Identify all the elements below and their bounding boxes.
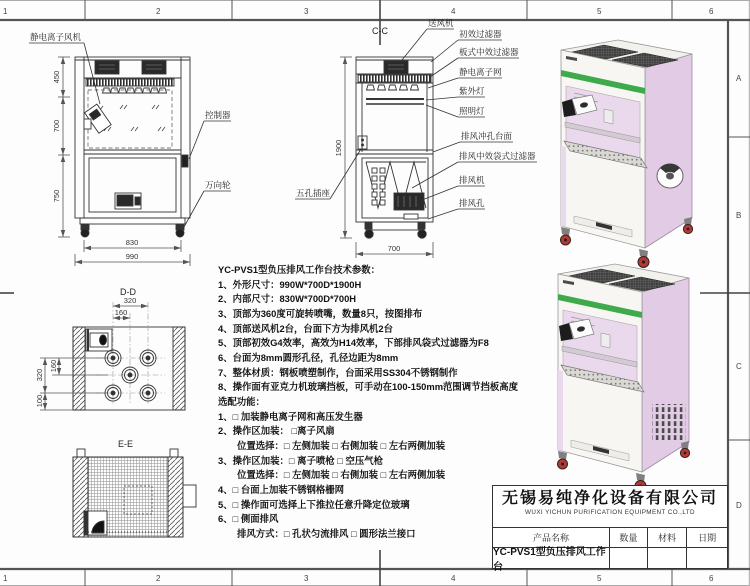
exhaust-fan [394,193,424,210]
front-grille-bar [86,79,174,86]
column-number: 1 [3,574,8,583]
col-date: 日期 [698,533,717,543]
spec-item: 5、顶部初效G4效率，高效为H14效率，下部排风袋式过滤器为F8 [218,337,489,349]
supply-fan [142,61,166,74]
dim-450: 450 [52,70,61,84]
controller-box [182,155,188,167]
iso-view-2 [558,264,690,492]
supply-fan [95,61,119,74]
label-plate-filter: 板式中效过滤器 [459,47,519,57]
dim-320h: 320 [123,296,137,305]
front-view-texts [29,32,231,261]
option-item: 3、操作区加装：□ 离子喷枪 □ 空压气枪 [218,454,383,466]
row-letter: D [736,501,742,510]
spec-item: 1、外形尺寸：990W*700D*1900H [218,278,362,290]
row-letter: A [736,74,742,83]
five-hole-socket [358,136,367,149]
iso-view-1 [561,40,693,268]
rear-view-texts [118,439,133,449]
dim-700: 700 [52,119,61,133]
dim-990: 990 [125,252,139,261]
label-uv-lamp: 紫外灯 [459,86,485,96]
column-number: 5 [597,574,602,583]
label-ion-net: 静电离子网 [459,67,502,77]
caster [365,222,372,229]
spec-item: 8、操作面有亚克力机玻璃挡板，可手动在100-150mm范围调节挡板高度 [218,381,519,393]
column-number: 6 [709,7,714,16]
spec-item: 4、顶部送风机2台，台面下方为排风机2台 [218,322,394,334]
spec-title: YC-PVS1型负压排风工作台技术参数： [218,264,380,275]
column-number: 4 [451,7,456,16]
col-product-name: 产品名称 [493,528,610,547]
column-number: 6 [709,574,714,583]
company-name-cn: 无锡易纯净化设备有限公司 [501,490,718,507]
column-number: 3 [304,574,309,583]
label-caster: 万向轮 [205,180,231,190]
option-item: 位置选择：□ 左侧加装 □ 右侧加装 □ 左右两侧加装 [237,439,446,451]
label-ion-fan: 静电离子风机 [30,32,82,42]
row-letter: C [736,362,742,371]
dim-830: 830 [125,238,139,247]
date-value [687,548,727,568]
company-header [493,486,727,528]
dim-750: 750 [52,189,61,203]
option-item: 5、□ 操作面可选择上下推拉任意升降定位玻璃 [218,498,410,510]
dim-160v: 160 [49,359,58,373]
spec-item: 7、整体材质：钢板喷塑制作，台面采用SS304不锈钢制作 [218,366,458,378]
label-primary-filter: 初效过滤器 [459,29,502,39]
nozzle-row [367,85,419,90]
label-bag-filter: 排风中效袋式过滤器 [459,151,536,161]
col-quantity: 数量 [610,528,648,547]
company-name-en: WUXI YICHUN PURIFICATION EQUIPMENT CO.,LTD [525,509,695,516]
title-block-value-row [493,547,727,573]
option-item: 2、操作区加装： □离子风扇 [218,425,335,437]
option-item: 4、□ 台面上加装不锈钢格栅网 [218,483,344,495]
quantity-value [610,548,648,568]
spec-block [218,263,518,541]
filter-bar [358,75,431,82]
side-louver-vent [652,404,686,440]
column-number: 2 [156,7,161,16]
top-view-dims [40,304,148,410]
title-block [492,485,728,573]
spec-item: 6、台面为8mm圆形孔径，孔径边距为8mm [218,351,399,363]
label-exhaust-fan: 排风机 [459,175,485,185]
label-exhaust-hole: 排风孔 [459,198,485,208]
column-number: 2 [156,574,161,583]
label-socket: 五孔插座 [296,188,331,198]
column-number: 3 [304,7,309,16]
section-title: C-C [372,26,388,36]
dim-700w: 700 [387,244,401,253]
filter-frame-cells [372,168,385,205]
spec-item: 2、内部尺寸：830W*700D*700H [218,293,357,305]
options-title: 选配功能： [218,395,265,407]
label-supply-fan: 送风机 [428,18,454,28]
option-item: 排风方式：□ 孔状匀流排风 □ 圆形法兰接口 [237,527,416,539]
nozzle-row [103,88,167,93]
dim-160h: 160 [114,308,128,317]
product-name: YC-PVS1型负压排风工作台 [493,548,610,568]
option-item: 6、□ 侧面排风 [218,513,279,525]
row-letter: B [736,211,742,220]
column-number: 4 [451,574,456,583]
spec-item: 3、顶部为360度可旋转喷嘴，数量8只，按图排布 [218,307,423,319]
column-number: 1 [3,7,8,16]
option-item: 位置选择：□ 左侧加装 □ 右侧加装 □ 左右两侧加装 [237,469,446,481]
label-perforated-top: 排风冲孔台面 [461,131,513,141]
rear-view-ee [73,449,196,537]
col-material: 材料 [648,528,688,547]
material-value [648,548,688,568]
supply-fan [384,61,408,74]
ion-fan-mount [84,119,91,129]
caster [418,222,425,229]
side-duct [183,485,196,507]
rotating-nozzles [105,350,156,401]
option-item: 1、□ 加装静电离子网和高压发生器 [218,410,363,422]
label-controller: 控制器 [205,110,231,120]
section-view [356,57,433,238]
top-view-title: D-D [120,287,136,297]
label-light: 照明灯 [459,106,485,116]
column-number: 5 [597,7,602,16]
dim-1900: 1900 [334,139,343,157]
dim-100: 100 [35,394,44,408]
rear-view-title: E-E [118,439,134,449]
front-view [75,57,190,237]
dim-320v: 320 [35,368,44,382]
